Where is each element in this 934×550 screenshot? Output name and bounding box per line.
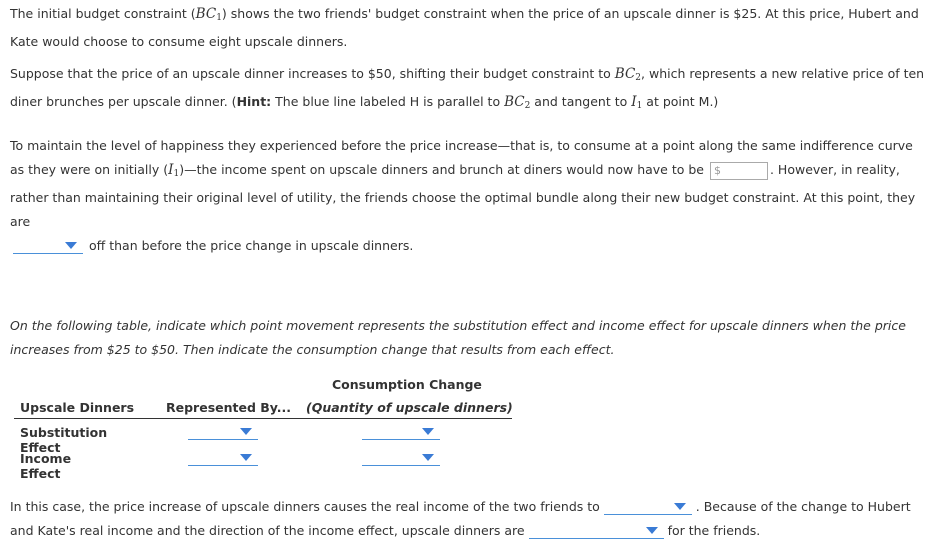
income-consumption-dropdown[interactable] — [362, 451, 440, 466]
header-upscale-dinners: Upscale Dinners — [20, 400, 135, 415]
i1-symbol: $I_1$ — [168, 162, 180, 179]
chevron-down-icon — [240, 454, 252, 461]
chevron-down-icon — [674, 503, 686, 510]
table-instructions: On the following table, indicate which point movement represents the substitution effect and income effect for upscale dinners when the price increases from $25 to $50. Then indicate the consumption change that results from each effect. — [10, 318, 906, 357]
chevron-down-icon — [65, 242, 77, 249]
substitution-consumption-dropdown[interactable] — [362, 425, 440, 440]
bc2-symbol: $BC_2$ — [504, 94, 531, 111]
row-label-income: Income Effect — [20, 451, 72, 481]
dollar-sign: $ — [713, 163, 721, 177]
i1-symbol: $I_1$ — [631, 94, 643, 111]
chevron-down-icon — [240, 428, 252, 435]
bc1-symbol: $BC_1$ — [195, 6, 222, 23]
income-input[interactable] — [710, 162, 768, 180]
price-change-paragraph: Suppose that the price of an upscale dinner increases to $50, shifting their budget constraint to $BC_2$, which represents a new relative price of ten diner brunches per upscale dinner. (Hint: The blue line labeled H is parallel to $BC_2$ and tangent to $I_1$ at point M.) — [10, 66, 925, 111]
table-divider — [14, 418, 512, 419]
better-worse-dropdown[interactable] — [13, 239, 83, 254]
chevron-down-icon — [422, 454, 434, 461]
substitution-represented-by-dropdown[interactable] — [188, 425, 258, 440]
intro-paragraph — [10, 2, 925, 54]
real-income-dropdown[interactable] — [604, 500, 692, 515]
chevron-down-icon — [646, 527, 658, 534]
row-label-substitution: Substitution Effect — [20, 425, 108, 455]
header-represented-by: Represented By... — [166, 400, 292, 415]
conclusion-paragraph: In this case, the price increase of upscale dinners causes the real income of the two friends to . Because of the change to Hubert and Kate's real income and the direction of the income effect, upscale dinners are for the friends. — [10, 499, 911, 538]
hint-label: Hint: — [236, 94, 272, 109]
chevron-down-icon — [422, 428, 434, 435]
good-type-dropdown[interactable] — [529, 524, 664, 539]
maintain-paragraph: To maintain the level of happiness they experienced before the price increase—that is, to consume at a point along the same indifference curve as they were on initially $(I_1)—the$ income spent on upscale dinners and brunch at diners would now have to be $ . However, in reality, rather than maintaining their original level of utility, the friends choose the optimal bundle along their new budget constraint. At this point, they are off than before the price change in upscale dinners. — [10, 138, 916, 253]
intro-text-1: The initial budget constraint ( — [10, 6, 196, 21]
header-consumption-change: Consumption Change — [332, 377, 482, 392]
intro-text-2: ) shows the two friends' budget constraint when the price of an upscale dinner is $25. At this price, Hubert and Kate would choose to consume eight upscale dinners. — [10, 6, 919, 49]
bc2-symbol: $BC_2$ — [614, 66, 642, 83]
header-quantity: (Quantity of upscale dinners) — [306, 400, 513, 415]
income-represented-by-dropdown[interactable] — [188, 451, 258, 466]
